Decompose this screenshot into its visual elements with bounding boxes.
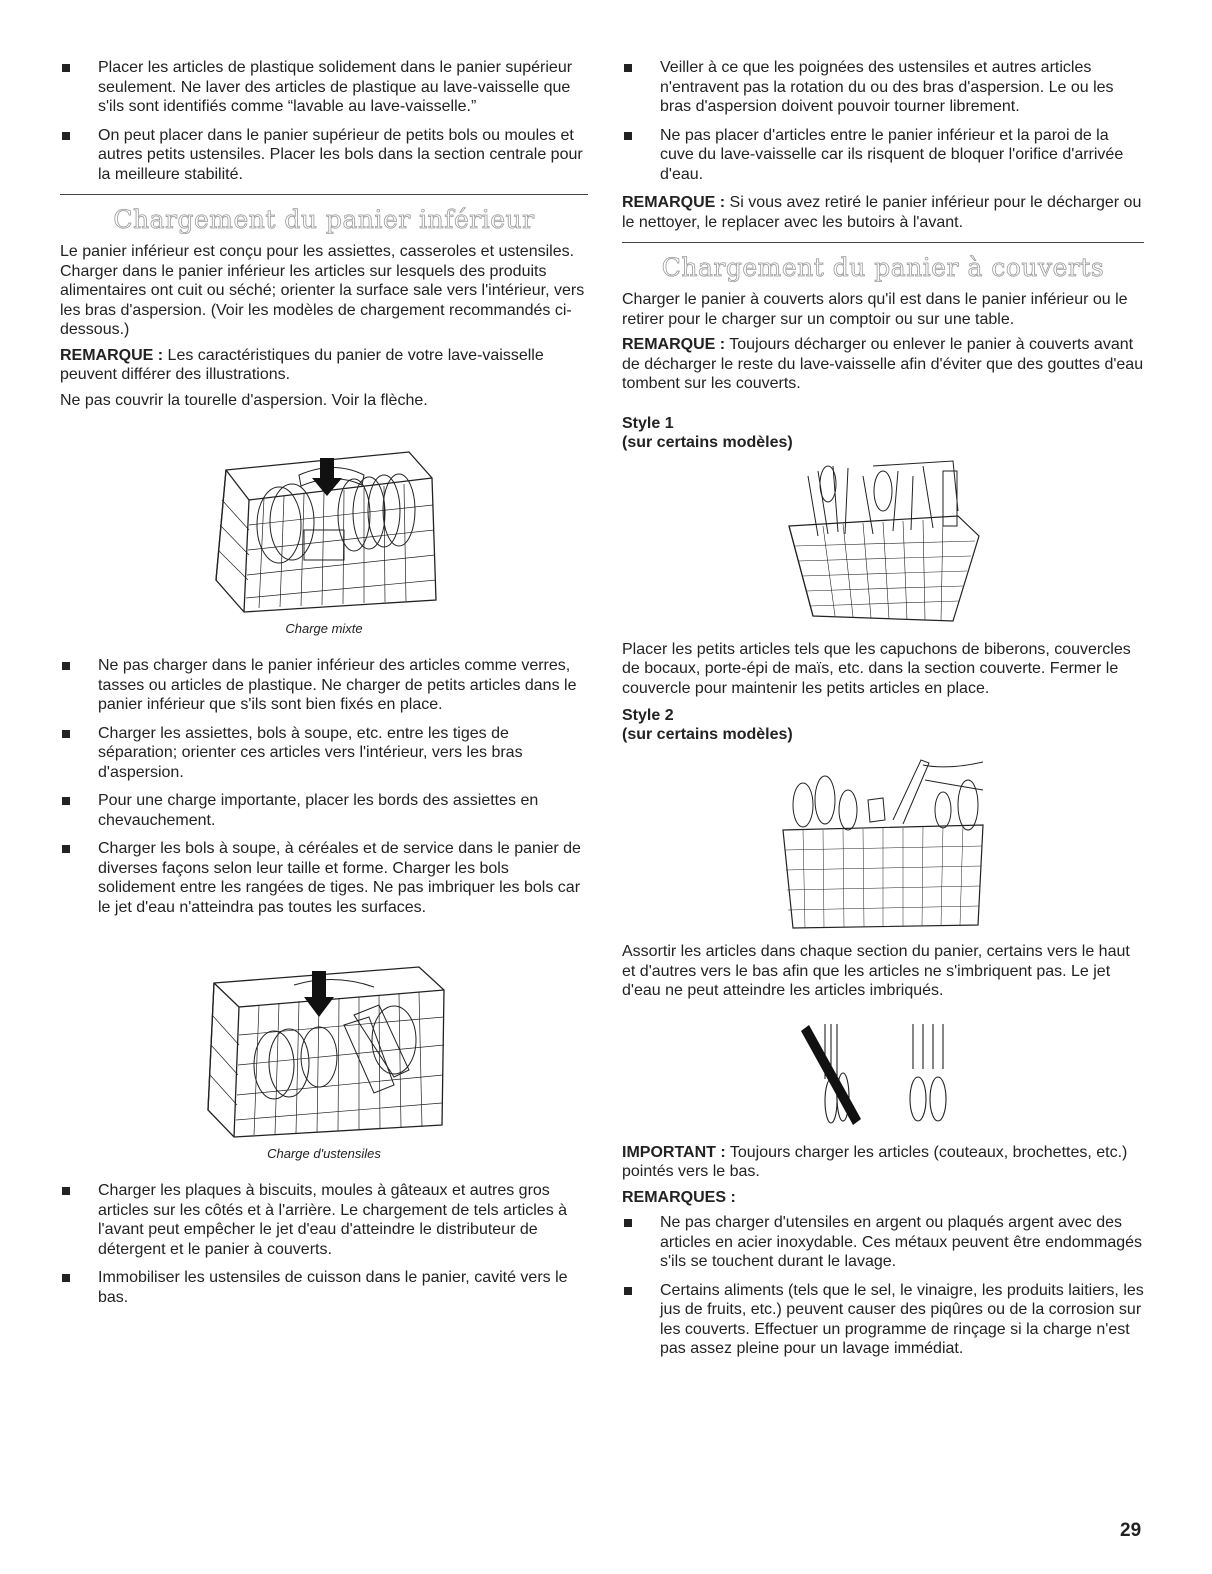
list-item: Charger les plaques à biscuits, moules à gâteaux et autres gros articles sur les côtés et à l'arrière. Le chargement de tels articles à l'avant peut empêcher le jet d'eau d'atteindre le distributeur de détergent et le panier à couverts. — [60, 1181, 588, 1259]
style2-basket-illustration — [773, 750, 993, 930]
utensil-load-illustration — [194, 945, 454, 1140]
important-label: IMPORTANT : — [622, 1143, 726, 1161]
silverware-note — [622, 335, 1144, 394]
list-item: Ne pas placer d'articles entre le panier inférieur et la paroi de la cuve du lave-vaisselle car ils risquent de bloquer l'orifice d'arrivée d'eau. — [622, 126, 1144, 185]
important-note — [622, 1143, 1144, 1182]
mixed-load-illustration — [204, 430, 444, 615]
right-top-bullets — [622, 58, 1144, 184]
section-title-lower-rack: Chargement du panier inférieur — [113, 205, 535, 234]
left-bottom-bullets — [60, 1181, 588, 1307]
note-label: REMARQUE : — [622, 194, 726, 211]
style2-heading — [622, 706, 1144, 744]
list-item: Ne pas charger d'utensiles en argent ou plaqués argent avec des articles en acier inoxydable. Ces métaux peuvent être endommagés s'ils se touchent durant le lavage. — [622, 1213, 1144, 1272]
section-title-silverware-basket: Chargement du panier à couverts — [661, 253, 1105, 282]
lower-rack-intro: Le panier inférieur est conçu pour les assiettes, casseroles et ustensiles. Charger dans le panier inférieur les articles sur lesquels des produits alimentaires ont cuit ou séché; orienter la surface sale vers l'intérieur, vers les bras d'aspersion. (Voir les modèles de chargement recommandés ci-dessous.) — [60, 243, 585, 338]
note-label: REMARQUE : — [60, 346, 164, 364]
left-mid-bullets — [60, 656, 588, 917]
note-text: Toujours décharger ou enlever le panier à couverts avant de décharger le reste du lave-vaisselle afin d'éviter que des gouttes d'eau tombent sur les couverts. — [622, 336, 1144, 392]
remarques-label: REMARQUES : — [622, 1188, 736, 1206]
left-column — [60, 58, 588, 1316]
list-item: Placer les articles de plastique solidement dans le panier supérieur seulement. Ne laver des articles de plastique au lave-vaisselle que s'ils sont identifiés comme “lavable au lave-vaisselle.” — [60, 58, 588, 117]
section-divider — [60, 194, 588, 195]
left-top-bullets — [60, 58, 588, 184]
list-item: Charger les bols à soupe, à céréales et de service dans le panier de diverses façons selon leur taille et forme. Charger les bols solidement entre les rangées de tiges. Ne pas imbriquer les bols car le jet d'eau n'atteindra pas toutes les surfaces. — [60, 839, 588, 917]
list-item: Veiller à ce que les poignées des ustensiles et autres articles n'entravent pas la rotation du ou des bras d'aspersion. Le ou les bras d'aspersion doivent pouvoir tourner librement. — [622, 58, 1144, 117]
remarques-heading — [622, 1188, 1144, 1208]
style1-text: Placer les petits articles tels que les capuchons de biberons, couvercles de bocaux, porte-épi de maïs, etc. dans la section couverte. Fermer le couvercle pour maintenir les petits articles en place. — [622, 640, 1131, 697]
right-column — [622, 58, 1144, 1368]
tower-note: Ne pas couvrir la tourelle d'aspersion. Voir la flèche. — [60, 391, 428, 409]
style1-title: Style 1 — [622, 414, 674, 432]
section-divider — [622, 242, 1144, 243]
style2-text: Assortir les articles dans chaque section du panier, certains vers le haut et d'autres vers le bas afin que les articles ne s'imbriquent pas. Le jet d'eau ne peut atteindre les articles imbriqués. — [622, 943, 1130, 999]
utensil-orientation-illustration — [783, 1019, 983, 1129]
list-item: Pour une charge importante, placer les bords des assiettes en chevauchement. — [60, 791, 588, 830]
caption-utensil-load: Charge d'ustensiles — [267, 1146, 381, 1161]
style1-heading — [622, 414, 1144, 452]
important-text: Toujours charger les articles (couteaux, brochettes, etc.) pointés vers le bas. — [622, 1143, 1128, 1180]
style1-basket-illustration — [783, 456, 983, 626]
caption-mixed-load: Charge mixte — [285, 621, 363, 636]
style1-subtitle: (sur certains modèles) — [622, 433, 793, 451]
list-item: Ne pas charger dans le panier inférieur des articles comme verres, tasses ou articles de plastique. Ne charger de petits articles dans le panier inférieur que s'ils sont bien fixés en place. — [60, 656, 588, 715]
list-item: Charger les assiettes, bols à soupe, etc. entre les tiges de séparation; orienter ces articles vers l'intérieur, vers les bras d'aspersion. — [60, 724, 588, 783]
silverware-intro: Charger le panier à couverts alors qu'il est dans le panier inférieur ou le retirer pour le charger sur un comptoir ou sur une table. — [622, 291, 1128, 328]
style2-subtitle: (sur certains modèles) — [622, 726, 793, 743]
lower-rack-note — [60, 346, 588, 385]
note-text: Si vous avez retiré le panier inférieur pour le décharger ou le nettoyer, le replacer avec les butoirs à l'avant. — [622, 194, 1142, 231]
list-item: On peut placer dans le panier supérieur de petits bols ou moules et autres petits ustensiles. Placer les bols dans la section centrale pour la meilleure stabilité. — [60, 126, 588, 185]
list-item: Immobiliser les ustensiles de cuisson dans le panier, cavité vers le bas. — [60, 1268, 588, 1307]
list-item: Certains aliments (tels que le sel, le vinaigre, les produits laitiers, les jus de fruits, etc.) peuvent causer des piqûres ou de la corrosion sur les couverts. Effectuer un programme de rinçage si la charge n'est pas assez pleine pour un lavage immédiat. — [622, 1281, 1144, 1359]
style2-title: Style 2 — [622, 707, 674, 724]
note-label: REMARQUE : — [622, 336, 726, 353]
page-number: 29 — [1120, 1520, 1142, 1541]
remarques-bullets — [622, 1213, 1144, 1359]
note-text: Les caractéristiques du panier de votre lave-vaisselle peuvent différer des illustrations. — [60, 346, 544, 383]
bottom-rack-note — [622, 193, 1144, 232]
